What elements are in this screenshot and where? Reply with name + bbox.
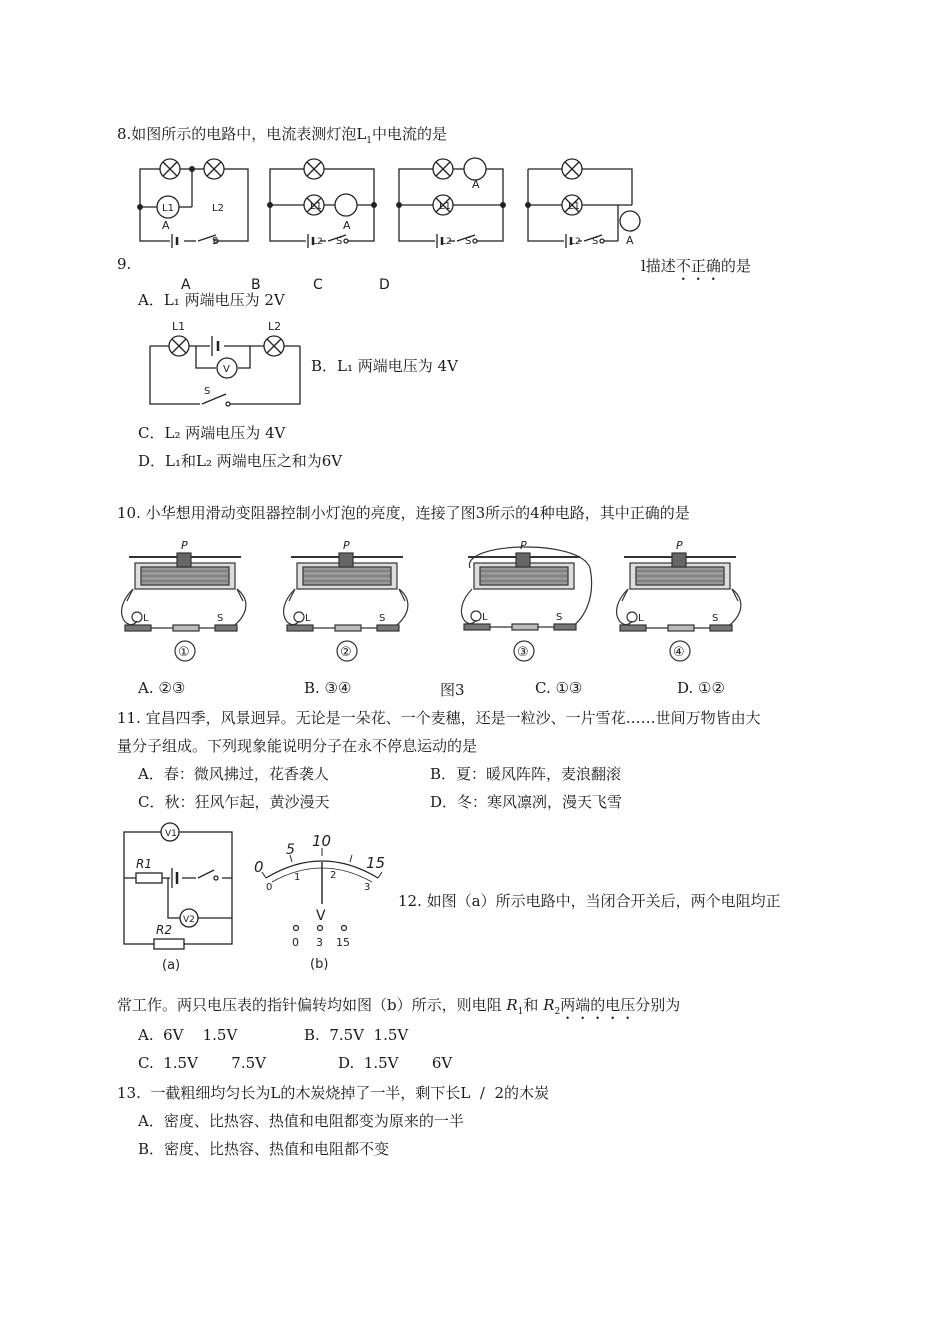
q12-terminal-0: 0 [292,936,299,949]
q12-meter-upper-15: 15 [366,854,386,872]
q12-option-d[interactable]: D. 1.5V 6V [338,1054,453,1072]
q12-v2-label: V2 [183,915,195,925]
q8b-l2-label: L2 [312,237,323,247]
q9-circuit [146,318,306,408]
q10-option-c[interactable]: C. ①③ [535,679,583,697]
q12-v1-label: V1 [165,829,177,839]
q12-meter-upper-5: 5 [286,842,295,858]
q8d-switch-label: S [592,236,599,247]
q8-option-c[interactable]: C [313,277,323,293]
q10-f1-l-label: L [143,613,149,624]
q12-meter-unit: V [316,908,326,924]
q10-figure-3 [450,538,600,668]
q10-figure-4 [610,539,750,668]
q10-f2-s-label: S [379,613,386,624]
q9-option-c[interactable]: C．L₂ 两端电压为 4V [138,424,286,442]
q12-terminal-3: 3 [316,936,323,949]
q12-r2-label: R2 [156,923,172,937]
q10-figure-1 [115,539,255,668]
q8c-l1-label: L1 [439,201,451,212]
q8-stem: 8.如图所示的电路中，电流表测灯泡$L_1$中电流的是 [117,125,448,146]
q11-option-c[interactable]: C．秋：狂风乍起，黄沙漫天 [138,793,330,811]
q10-f4-p-label: P [676,539,683,552]
q10-f2-l-label: L [305,613,311,624]
q9-number: 9. [117,255,132,273]
q12-r1-label: R1 [136,857,152,871]
q11-stem-line2: 量分子组成。下列现象能说明分子在永不停息运动的是 [117,737,478,755]
q8a-l2-label: L2 [212,203,224,214]
q12-figure-a [118,822,243,972]
q8-option-b[interactable]: B [251,277,261,293]
q12-figure-b [250,822,385,972]
q12-meter-lower-0: 0 [266,882,273,893]
q8d-l1-label: L1 [568,201,580,212]
q8-circuit-d [526,155,656,250]
q8a-l1-label: L1 [162,203,174,214]
q10-f3-p-label: P [520,539,527,552]
q8d-ammeter-label: A [626,234,634,247]
q10-f2-caption: ② [340,645,352,660]
q10-figure-caption: 图3 [440,681,465,699]
q9-voltmeter-label: V [223,364,230,375]
q8c-l2-label: L2 [441,237,452,247]
q8b-l1-label: L1 [310,201,322,212]
q10-f1-s-label: S [217,613,224,624]
q12-terminal-15: 15 [336,936,350,949]
q9-l1-label: L1 [172,320,186,333]
q11-stem-line1: 11. 宜昌四季，风景迥异。无论是一朵花、一个麦穗，还是一粒沙、一片雪花……世间万物皆由大 [117,709,761,727]
q8-circuit-b [268,155,388,245]
q9-option-b[interactable]: B．L₁ 两端电压为 4V [311,357,458,375]
q8c-switch-label: S [465,236,472,247]
q11-option-b[interactable]: B．夏：暖风阵阵，麦浪翻滚 [430,765,622,783]
q9-l2-label: L2 [268,320,282,333]
q10-f3-l-label: L [482,612,488,623]
q10-figure-2 [277,539,417,668]
q9-switch-label: S [204,386,211,397]
q12-meter-lower-1: 1 [294,872,301,883]
q8c-ammeter-label: A [472,178,480,191]
q12-stem-line2: 常工作。两只电压表的指针偏转均如图（b）所示，则电阻 $R_1$和 $R_2$两端的电压分别为 [117,996,681,1017]
q10-f4-l-label: L [638,613,644,624]
q12-option-c[interactable]: C. 1.5V 7.5V [138,1054,266,1072]
q9-option-d[interactable]: D．L₁和L₂ 两端电压之和为6V [138,452,343,470]
q10-f4-s-label: S [712,613,719,624]
q10-option-a[interactable]: A. ②③ [138,679,186,697]
q10-f2-p-label: P [343,539,350,552]
q8-option-a[interactable]: A [181,277,191,293]
q12-option-a[interactable]: A. 6V 1.5V [138,1026,238,1044]
q8-circuit-a [138,155,258,245]
q12-stem-line1: 12. 如图（a）所示电路中，当闭合开关后，两个电阻均正 [398,892,781,910]
q12-meter-upper-0: 0 [254,858,264,876]
q12-meter-lower-3: 3 [364,882,371,893]
q10-option-b[interactable]: B. ③④ [304,679,352,697]
q9-option-a[interactable]: A．L₁ 两端电压为 2V [138,291,285,309]
q8b-ammeter-label: A [343,219,351,232]
q12-fig-a-caption: (a) [162,958,181,973]
q8d-l2-label: L2 [570,237,581,247]
q10-f1-p-label: P [181,539,188,552]
q10-f3-s-label: S [556,612,563,623]
q10-f1-caption: ① [178,645,190,660]
q13-option-b[interactable]: B．密度、比热容、热值和电阻都不变 [138,1140,390,1158]
q12-meter-lower-2: 2 [330,870,337,881]
q12-option-b[interactable]: B. 7.5V 1.5V [304,1026,409,1044]
q12-fig-b-caption: (b) [310,957,329,972]
q9-stem-tail: l描述不正确的是 [641,257,751,275]
q8a-ammeter-label: A [162,219,170,232]
q8b-switch-label: S [336,236,343,247]
q11-option-a[interactable]: A．春：微风拂过，花香袭人 [138,765,329,783]
q12-meter-upper-10: 10 [312,832,332,850]
q10-stem: 10. 小华想用滑动变阻器控制小灯泡的亮度，连接了图3所示的4种电路，其中正确的是 [117,504,690,522]
q8-option-d[interactable]: D [379,277,390,293]
q8a-switch-label: S [212,236,219,247]
q8-circuit-c [397,155,517,245]
q13-stem: 13. 一截粗细均匀长为L的木炭烧掉了一半，剩下长L / 2的木炭 [117,1084,549,1102]
q11-option-d[interactable]: D．冬：寒风凛冽，漫天飞雪 [430,793,623,811]
q13-option-a[interactable]: A．密度、比热容、热值和电阻都变为原来的一半 [138,1112,464,1130]
q10-f3-caption: ③ [517,645,529,660]
q10-option-d[interactable]: D. ①② [677,679,725,697]
q10-f4-caption: ④ [673,645,685,660]
